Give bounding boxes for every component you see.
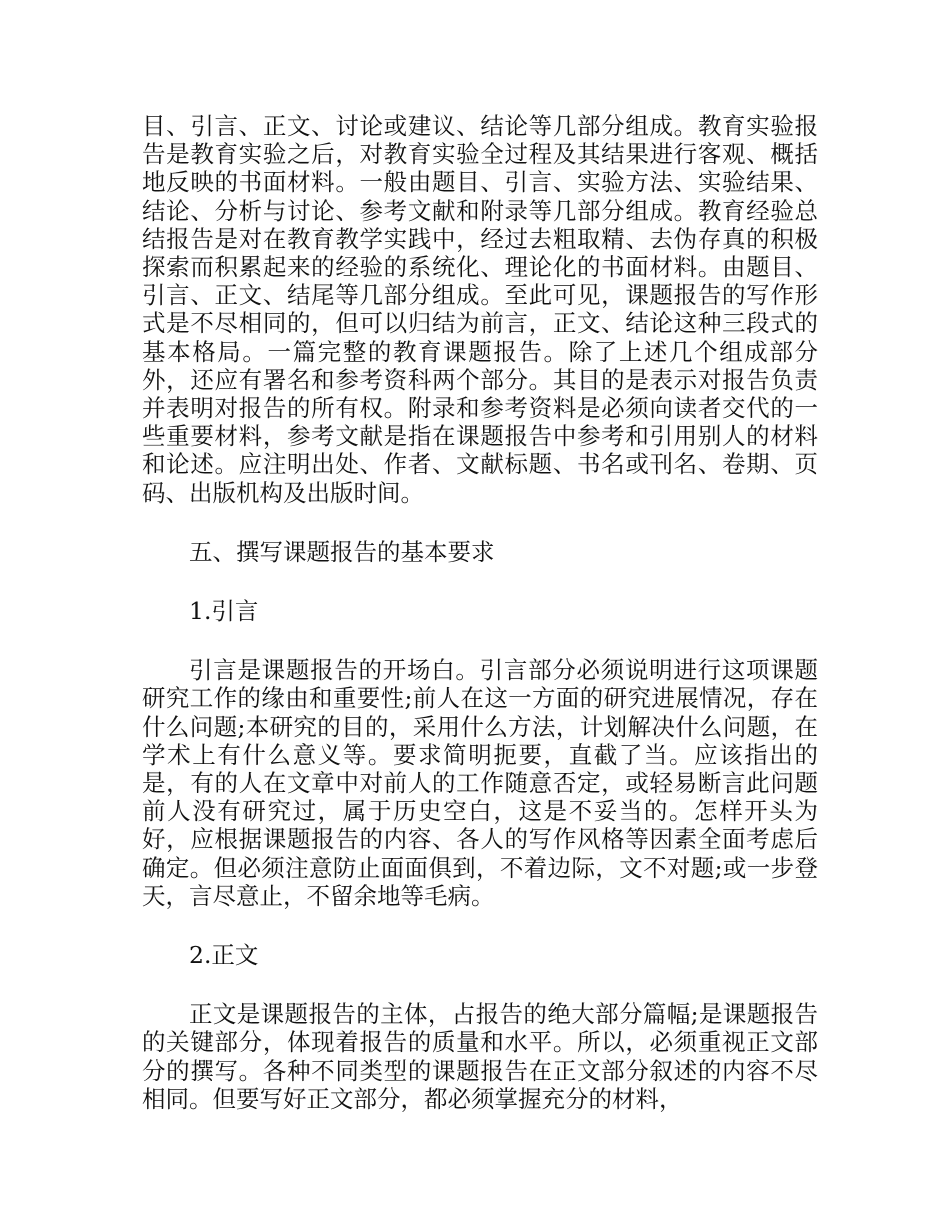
body-paragraph: 引言是课题报告的开场白。引言部分必须说明进行这项课题研究工作的缘由和重要性;前人在这一方面的研究进展情况，存在什么问题;本研究的目的，采用什么方法，计划解决什么问题，在学术上有什么意义等。要求简明扼要，直截了当。应该指出的是，有的人在文章中对前人的工作随意否定，或轻易断言此问题前人没有研究过，属于历史空白，这是不妥当的。怎样开头为好，应根据课题报告的内容、各人的写作风格等因素全面考虑后确定。但必须注意防止面面俱到，不着边际，文不对题;或一步登天，言尽意止，不留余地等毛病。 [142, 656, 818, 910]
body-paragraph: 正文是课题报告的主体，占报告的绝大部分篇幅;是课题报告的关键部分，体现着报告的质量和水平。所以，必须重视正文部分的撰写。各种不同类型的课题报告在正文部分叙述的内容不尽相同。但要写好正文部分，都必须掌握充分的材料， [142, 1000, 818, 1113]
section-heading: 五、撰写课题报告的基本要求 [189, 537, 495, 566]
document-body [142, 112, 818, 1113]
subsection-heading-main-text: 2.正文 [189, 941, 259, 970]
paragraph-gap [142, 625, 818, 656]
paragraph-gap [142, 910, 818, 941]
paragraph-gap [142, 566, 818, 597]
body-paragraph: 目、引言、正文、讨论或建议、结论等几部分组成。教育实验报告是教育实验之后，对教育实验全过程及其结果进行客观、概括地反映的书面材料。一般由题目、引言、实验方法、实验结果、结论、分析与讨论、参考文献和附录等几部分组成。教育经验总结报告是对在教育教学实践中，经过去粗取精、去伪存真的积极探索而积累起来的经验的系统化、理论化的书面材料。由题目、引言、正文、结尾等几部分组成。至此可见，课题报告的写作形式是不尽相同的，但可以归结为前言，正文、结论这种三段式的基本格局。一篇完整的教育课题报告。除了上述几个组成部分外，还应有署名和参考资科两个部分。其目的是表示对报告负责并表明对报告的所有权。附录和参考资料是必须向读者交代的一些重要材料，参考文献是指在课题报告中参考和引用别人的材料和论述。应注明出处、作者、文献标题、书名或刊名、卷期、页码、出版机构及出版时间。 [142, 112, 818, 507]
paragraph-gap [142, 507, 818, 538]
paragraph-gap [142, 969, 818, 1000]
subsection-heading-introduction: 1.引言 [189, 597, 259, 626]
